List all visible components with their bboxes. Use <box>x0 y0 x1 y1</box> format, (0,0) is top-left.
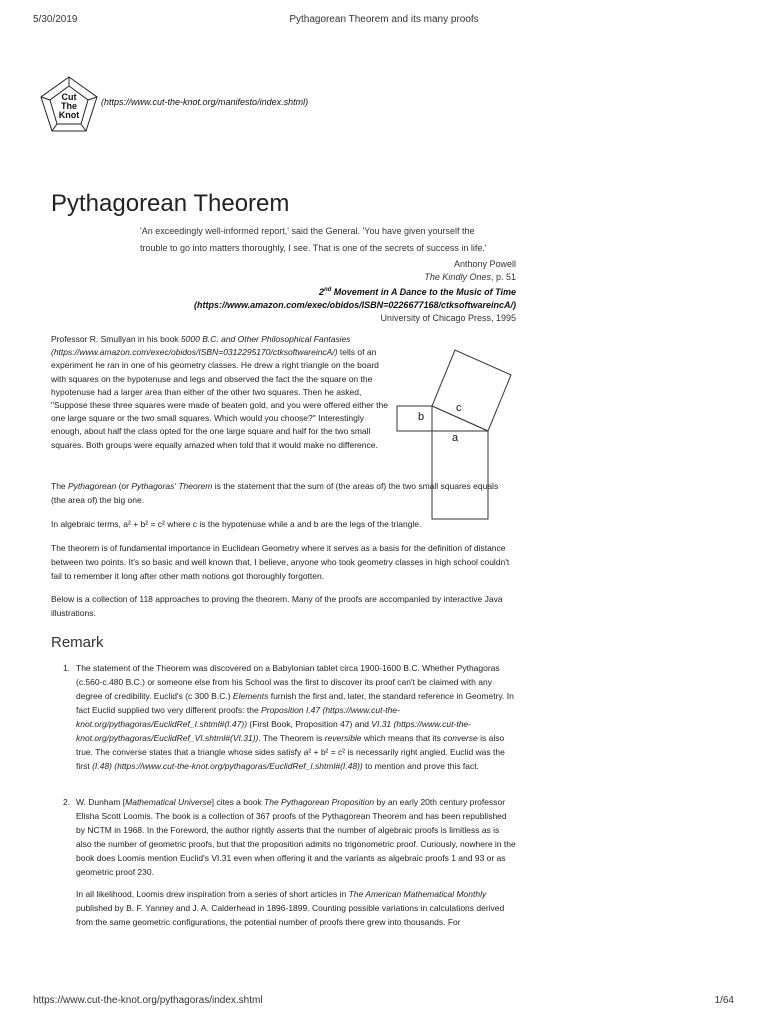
quote-author: Anthony Powell <box>453 259 516 269</box>
collection-paragraph: Below is a collection of 118 approaches to proving the theorem. Many of the proofs are accompanied by interactive Java illustrations. <box>51 594 503 618</box>
statement-text-2: (or <box>116 481 132 491</box>
movement-ordinal: 2 <box>318 287 324 297</box>
statement-text-4: is the statement that the sum of (the areas of) the two small squares equals (the area of) the big one. <box>51 481 499 505</box>
item1-text-3: (First Book, Proposition 47) and <box>247 719 372 729</box>
item2-text-1: W. Dunham [ <box>76 797 126 807</box>
remark-item-2 <box>63 795 516 879</box>
amazon-link[interactable]: (https://www.amazon.com/exec/obidos/ISBN=0226677168/ctksoftwareincA/) <box>193 300 516 310</box>
logo-text-cut: Cut <box>61 92 77 102</box>
item2-text-3: by an early 20th century professor Elisha Scott Loomis. The book is a collection of 367 proofs of the Pythagorean Theorem and has been republished by NCTM in 1968. In the Foreword, the author rightly asserts that the number of algebraic proofs is limitless as is also the number of geometric proofs, but that the proposition admits no trigonometric proof. Curiously, nowhere in the book does Loomis mention Euclid's VI.31 even when offering it and the variants as algebraic proofs 1 and 93 or as geometric proof 230. <box>76 797 516 877</box>
intro-text-1: Professor R. Smullyan in his book <box>51 334 181 344</box>
smullyan-book-link[interactable]: 5000 B.C. and Other Philosophical Fantasies <box>180 334 351 344</box>
item1-text-1: The statement of the Theorem was discovered on a Babylonian tablet circa 1900-1600 B.C. Whether Pythagoras (c.560-c.480 B.C.) or someone else from his School was the first to discover its proof can't be claimed with any degree of credibility. Euclid's (c 300 B.C.) <box>76 663 500 701</box>
cut-the-knot-logo[interactable] <box>38 75 100 135</box>
item1-converse: converse <box>443 733 478 743</box>
statement-paragraph <box>51 479 513 507</box>
algebra-paragraph: In algebraic terms, a² + b² = c² where c is the hypotenuse while a and b are the legs of the triangle. <box>51 519 422 529</box>
leg-b-square <box>397 406 432 431</box>
statement-text-1: The <box>51 481 69 491</box>
movement-ordinal-suffix: nd <box>323 287 332 293</box>
statement-pythagoras: Pythagoras' <box>131 481 176 491</box>
item1-text-2: furnish the first and, later, the standard reference in Geometry. In fact Euclid supplied two very different proofs: the <box>76 691 514 715</box>
movement-title[interactable] <box>96 284 516 299</box>
page-title: Pythagorean Theorem <box>51 190 290 217</box>
item2-pythagorean-proposition: The Pythagorean Proposition <box>264 797 375 807</box>
quote-publisher: University of Chicago Press, 1995 <box>380 313 516 323</box>
item2-text-2: ] cites a book <box>211 797 265 807</box>
importance-paragraph: The theorem is of fundamental importance in Euclidean Geometry where it serves as a basis for the definition of distance between two points. It's so basic and well known that, I believe, anyone who took geometry classes in high school couldn't fail to remember it long after other math notions got thoroughly forgotten. <box>51 543 510 581</box>
label-b: b <box>418 411 425 423</box>
epigraph-attribution <box>96 258 516 325</box>
item2-p2-text-1: In all likelihood, Loomis drew inspiration from a series of short articles in <box>76 889 349 899</box>
label-a: a <box>452 432 459 444</box>
logo-text-the: The <box>60 101 78 111</box>
statement-theorem: Theorem <box>178 481 213 491</box>
item1-reversible: reversible <box>324 733 362 743</box>
i48-link[interactable]: (I.48) (https://www.cut-the-knot.org/pythagoras/EuclidRef_I.shtml#(I.48)) <box>92 761 363 771</box>
proposition-147-link[interactable]: Proposition I.47 (https://www.cut-the-knot.org/pythagoras/EuclidRef_I.shtml#(I.47)) <box>76 705 400 729</box>
remark-heading: Remark <box>51 634 104 651</box>
item1-text-6: is also true. The converse states that a triangle whose sides satisfy a² + b² = c² is necessarily right angled. Euclid was the first <box>76 733 505 771</box>
item-number: 2. <box>63 797 71 807</box>
label-c: c <box>456 402 462 414</box>
print-page-title: Pythagorean Theorem and its many proofs <box>289 14 479 25</box>
vi31-link[interactable]: VI.31 (https://www.cut-the-knot.org/pythagoras/EuclidRef_VI.shtml#(VI.31)) <box>76 719 471 743</box>
item1-text-5: which means that its <box>361 733 444 743</box>
movement-name: Movement in A Dance to the Music of Time <box>331 287 516 297</box>
quote-source <box>96 271 516 284</box>
item-number: 1. <box>63 663 71 673</box>
item1-elements: Elements <box>232 691 269 701</box>
remark-item-1 <box>63 661 516 773</box>
item2-p2-text-2: published by B. F. Yanney and J. A. Calderhead in 1896-1899. Counting possible variations in calculations derived from the same geometric configurations, the potential number of proofs there grew into thousands. For <box>76 903 505 927</box>
manifesto-link[interactable]: (https://www.cut-the-knot.org/manifesto/index.shtml) <box>101 97 309 107</box>
smullyan-amazon-link[interactable]: (https://www.amazon.com/exec/obidos/ISBN=0312295170/ctksoftwareincA/) <box>51 347 338 358</box>
print-date: 5/30/2019 <box>33 14 78 25</box>
logo-text-knot: Knot <box>58 110 80 120</box>
statement-pythagorean: Pythagorean <box>68 481 117 491</box>
footer-url: https://www.cut-the-knot.org/pythagoras/index.shtml <box>33 995 263 1006</box>
item1-text-4: . The Theorem is <box>258 733 325 743</box>
quote-book: The Kindly Ones <box>424 272 491 282</box>
item1-text-7: to mention and prove this fact. <box>362 761 479 771</box>
item2-mathematical-universe: Mathematical Universe <box>125 797 212 807</box>
remark-item-2-paragraph-2 <box>76 887 516 929</box>
item2-monthly: The American Mathematical Monthly <box>348 889 487 899</box>
footer-page-number: 1/64 <box>714 995 734 1006</box>
epigraph-quote: 'An exceedingly well-informed report,' said the General. 'You have given yourself the trouble to go into matters thoroughly, I see. That is one of the secrets of success in life.' <box>140 226 487 253</box>
intro-paragraph <box>51 333 389 452</box>
intro-text-2: tells of an experiment he ran in one of his geometry classes. He drew a right triangle on the board with squares on the hypotenuse and legs and observed the fact the the square on the hypotenuse had a larger area than either of the other two squares. Then he asked, "Suppose these three squares were made of beaten gold, and you were offered either the one large square or the two small squares. Which would you choose?" Interestingly enough, about half the class opted for the one large square and half for the two small squares. Both groups were equally amazed when told that it would make no difference. <box>51 347 388 450</box>
quote-page: , p. 51 <box>490 272 516 282</box>
